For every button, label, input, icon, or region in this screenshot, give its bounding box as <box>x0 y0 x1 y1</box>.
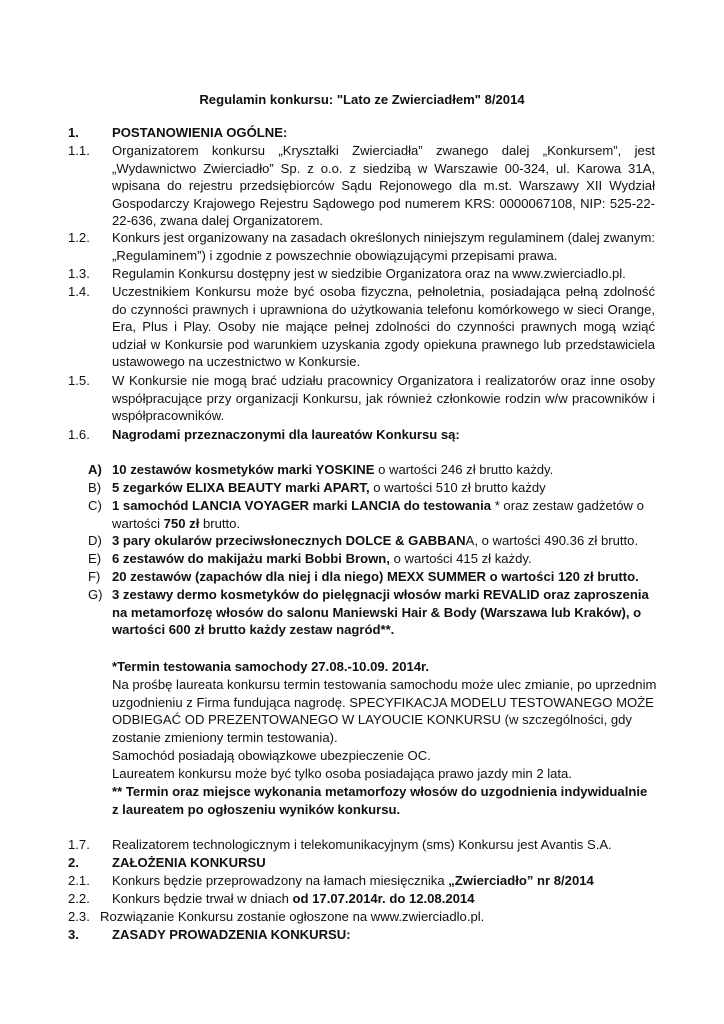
license-note: Laureatem konkursu może być tylko osoba posiadająca prawo jazdy min 2 lata. <box>112 766 572 781</box>
car-test-term-text: Na prośbę laureata konkursu termin testowania samochodu może ulec zmianie, po uprzednim uzgodnieniu z Firma fundująca nagrodę. SPECYFIKACJA MODELU TESTOWANEGO MOŻE ODBIEGAĆ OD PREZENTOWANEGO W LAYOUCIE KONKURSU (w szczególności, gdy zostanie zmieniony termin testowania). <box>112 677 657 745</box>
clause-number: 1.5. <box>68 373 90 388</box>
clause-number: 2.3. <box>68 909 90 924</box>
clause-number: 1.2. <box>68 230 90 245</box>
section-number: 1. <box>68 125 79 140</box>
prize-text: 1 samochód LANCIA VOYAGER marki LANCIA do testowania * oraz zestaw gadżetów o wartości 750 zł brutto. <box>112 498 644 531</box>
clause-number: 1.7. <box>68 837 90 852</box>
clause-number: 2.2. <box>68 891 90 906</box>
prize-text: 20 zestawów (zapachów dla niej i dla niego) MEXX SUMMER o wartości 120 zł brutto. <box>112 569 639 584</box>
prize-letter: G) <box>88 587 103 602</box>
section-heading: ZAŁOŻENIA KONKURSU <box>112 855 266 870</box>
clause-number: 1.6. <box>68 427 90 442</box>
prize-text: 3 zestawy dermo kosmetyków do pielęgnacji włosów marki REVALID oraz zaproszenia na metamorfozę włosów do salonu Maniewski Hair & Body (Warszawa lub Kraków), o wartości 600 zł brutto każdy zestaw nagród**. <box>112 587 649 637</box>
prize-text: 3 pary okularów przeciwsłonecznych DOLCE & GABBANA, o wartości 490.36 zł brutto. <box>112 533 639 548</box>
clause-text: Konkurs będzie przeprowadzony na łamach miesięcznika „Zwierciadło” nr 8/2014 <box>112 873 594 888</box>
prize-letter: A) <box>88 462 102 477</box>
prize-letter: C) <box>88 498 102 513</box>
clause-number: 1.1. <box>68 143 90 158</box>
insurance-note: Samochód posiadają obowiązkowe ubezpieczenie OC. <box>112 748 431 763</box>
clause-text: Realizatorem technologicznym i telekomunikacyjnym (sms) Konkursu jest Avantis S.A. <box>112 837 612 852</box>
clause-number: 1.4. <box>68 284 90 299</box>
section-heading: ZASADY PROWADZENIA KONKURSU: <box>112 927 351 942</box>
clause-text: W Konkursie nie mogą brać udziału pracownicy Organizatora i realizatorów oraz inne osoby współpracujące przy organizacji Konkursu, jak również członkowie rodzin w/w pracowników i współpracowników. <box>112 373 655 423</box>
prize-text: 5 zegarków ELIXA BEAUTY marki APART, o wartości 510 zł brutto każdy <box>112 480 546 495</box>
prize-letter: F) <box>88 569 101 584</box>
prize-letter: D) <box>88 533 102 548</box>
document-title: Regulamin konkursu: "Lato ze Zwierciadłem" 8/2014 <box>199 92 525 107</box>
clause-text: Uczestnikiem Konkursu może być osoba fizyczna, pełnoletnia, posiadająca pełną zdolność do czynności prawnych i uprawniona do użytkowania telefonu komórkowego w sieci Orange, Era, Plus i Play. Osoby nie mające pełnej zdolności do czynności prawnych mogą wziąć udział w Konkursie pod warunkiem uzyskania zgody opiekuna prawnego lub przedstawiciela ustawowego na uczestnictwo w Konkursie. <box>112 284 655 369</box>
car-test-term-heading: *Termin testowania samochody 27.08.-10.09. 2014r. <box>112 659 430 674</box>
prize-text: 10 zestawów kosmetyków marki YOSKINE o wartości 246 zł brutto każdy. <box>112 462 554 477</box>
clause-text: Konkurs jest organizowany na zasadach określonych niniejszym regulaminem (dalej zwanym: „Regulaminem”) i zgodnie z powszechnie obowiązującymi przepisami prawa. <box>112 230 655 263</box>
prize-text: 6 zestawów do makijażu marki Bobbi Brown, o wartości 415 zł każdy. <box>112 551 532 566</box>
clause-text: Nagrodami przeznaczonymi dla laureatów Konkursu są: <box>112 427 460 442</box>
clause-text: Rozwiązanie Konkursu zostanie ogłoszone na www.zwierciadlo.pl. <box>100 909 485 924</box>
clause-text: Konkurs będzie trwał w dniach od 17.07.2014r. do 12.08.2014 <box>112 891 475 906</box>
clause-text: Organizatorem konkursu „Kryształki Zwierciadła” zwanego dalej „Konkursem”, jest „Wydawnictwo Zwierciadło” Sp. z o.o. z siedzibą w Warszawie 00-324, ul. Karowa 31A, wpisana do rejestru przedsiębiorców Sądu Rejonowego dla m.st. Warszawy XII Wydział Gospodarczy Krajowego Rejestru Sądowego pod numerem KRS: 0000067108, NIP: 525-22-22-636, zwana dalej Organizatorem. <box>112 143 655 228</box>
hair-metamorphosis-note: ** Termin oraz miejsce wykonania metamorfozy włosów do uzgodnienia indywidualnie z laureatem po ogłoszeniu wyników konkursu. <box>112 784 648 817</box>
clause-number: 2.1. <box>68 873 90 888</box>
clause-number: 1.3. <box>68 266 90 281</box>
clause-text: Regulamin Konkursu dostępny jest w siedzibie Organizatora oraz na www.zwierciadlo.pl. <box>112 266 626 281</box>
section-number: 2. <box>68 855 79 870</box>
section-number: 3. <box>68 927 79 942</box>
prize-letter: B) <box>88 480 102 495</box>
prize-letter: E) <box>88 551 102 566</box>
section-heading: POSTANOWIENIA OGÓLNE: <box>112 125 288 140</box>
